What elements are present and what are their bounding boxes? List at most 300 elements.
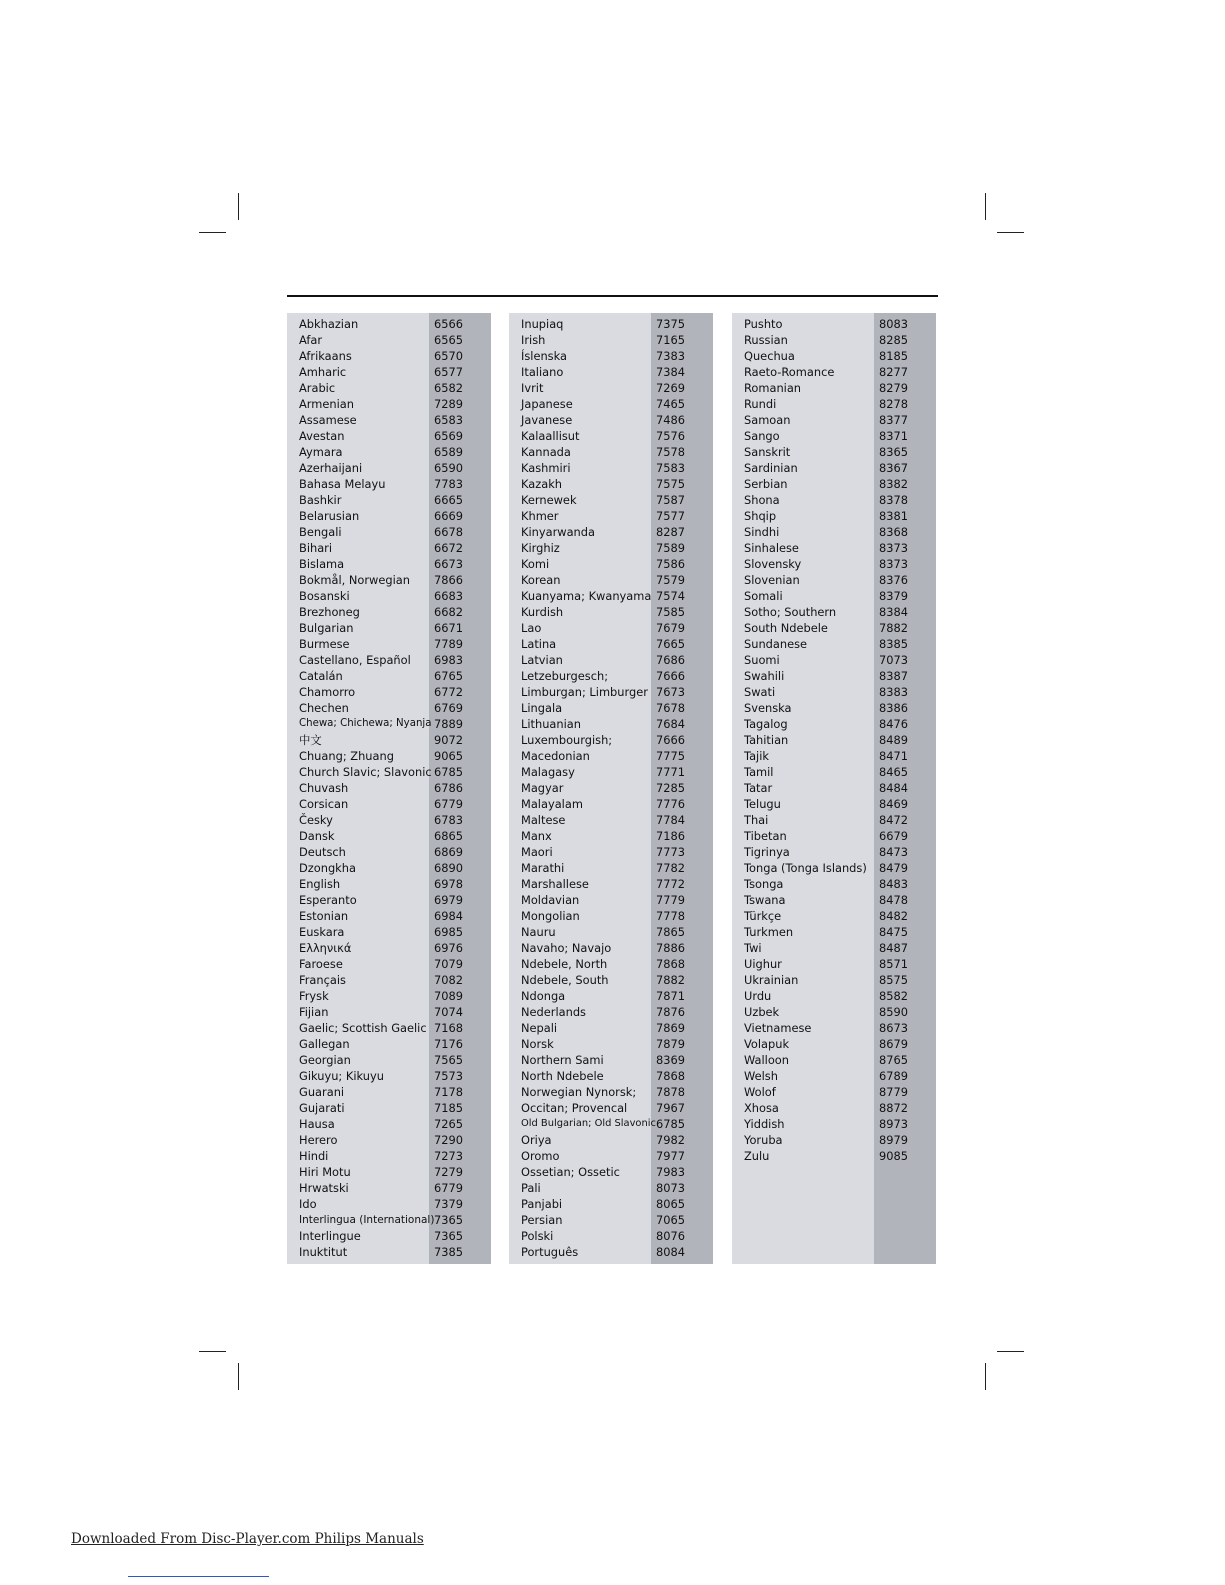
language-row xyxy=(732,428,936,444)
language-name: Castellano, Español xyxy=(299,653,411,667)
language-code: 8373 xyxy=(879,541,908,555)
language-row xyxy=(509,572,713,588)
language-code: 8073 xyxy=(656,1181,685,1195)
language-code: 8484 xyxy=(879,781,908,795)
crop-mark xyxy=(985,193,986,220)
language-name: Sinhalese xyxy=(744,541,799,555)
language-row xyxy=(509,1004,713,1020)
language-row xyxy=(732,492,936,508)
footer-underline xyxy=(128,1576,269,1577)
language-row xyxy=(732,748,936,764)
language-row xyxy=(732,860,936,876)
language-row xyxy=(287,636,491,652)
language-name: Occitan; Provencal xyxy=(521,1101,628,1115)
language-code: 6583 xyxy=(434,413,463,427)
language-name: Serbian xyxy=(744,477,788,491)
language-row xyxy=(732,508,936,524)
language-code: 7079 xyxy=(434,957,463,971)
language-row xyxy=(732,1132,936,1148)
language-row xyxy=(287,1020,491,1036)
language-code: 6779 xyxy=(434,1181,463,1195)
language-row xyxy=(732,604,936,620)
language-row xyxy=(509,700,713,716)
language-code: 7886 xyxy=(656,941,685,955)
language-code: 7578 xyxy=(656,445,685,459)
language-code: 8382 xyxy=(879,477,908,491)
crop-mark xyxy=(997,1351,1024,1352)
language-code: 6869 xyxy=(434,845,463,859)
language-row xyxy=(732,348,936,364)
language-code: 8065 xyxy=(656,1197,685,1211)
language-code: 8378 xyxy=(879,493,908,507)
language-code: 7290 xyxy=(434,1133,463,1147)
language-row xyxy=(509,1100,713,1116)
language-name: Hrwatski xyxy=(299,1181,349,1195)
language-row xyxy=(732,892,936,908)
language-code: 7666 xyxy=(656,669,685,683)
language-name: Walloon xyxy=(744,1053,790,1067)
language-code: 8465 xyxy=(879,765,908,779)
language-row xyxy=(509,940,713,956)
language-code: 7882 xyxy=(656,973,685,987)
language-name: Sanskrit xyxy=(744,445,791,459)
language-name: Oromo xyxy=(521,1149,560,1163)
language-code: 6673 xyxy=(434,557,463,571)
language-code: 8479 xyxy=(879,861,908,875)
language-code: 6683 xyxy=(434,589,463,603)
language-name: Urdu xyxy=(744,989,772,1003)
crop-mark xyxy=(238,1363,239,1390)
language-row xyxy=(732,780,936,796)
language-code: 8476 xyxy=(879,717,908,731)
language-row xyxy=(509,764,713,780)
language-name: Guarani xyxy=(299,1085,345,1099)
language-name: Ndonga xyxy=(521,989,566,1003)
language-name: Ossetian; Ossetic xyxy=(521,1165,620,1179)
language-name: Kernewek xyxy=(521,493,577,507)
language-row xyxy=(732,524,936,540)
language-row xyxy=(732,316,936,332)
language-code: 8279 xyxy=(879,381,908,395)
language-row xyxy=(509,460,713,476)
language-code: 7384 xyxy=(656,365,685,379)
language-row xyxy=(732,396,936,412)
language-code: 8185 xyxy=(879,349,908,363)
language-code: 7168 xyxy=(434,1021,463,1035)
language-code: 7365 xyxy=(434,1213,463,1227)
language-code: 7666 xyxy=(656,733,685,747)
language-row xyxy=(287,348,491,364)
language-name: Dansk xyxy=(299,829,335,843)
language-code: 8469 xyxy=(879,797,908,811)
language-row xyxy=(287,652,491,668)
language-code: 7074 xyxy=(434,1005,463,1019)
language-row xyxy=(509,876,713,892)
language-row xyxy=(287,1164,491,1180)
language-row xyxy=(509,1148,713,1164)
language-name: Lingala xyxy=(521,701,563,715)
language-code: 7871 xyxy=(656,989,685,1003)
crop-mark xyxy=(199,232,226,233)
language-row xyxy=(287,412,491,428)
language-row xyxy=(732,988,936,1004)
language-name: Oriya xyxy=(521,1133,552,1147)
language-name: Aymara xyxy=(299,445,343,459)
language-name: Deutsch xyxy=(299,845,346,859)
language-name: Persian xyxy=(521,1213,563,1227)
language-code: 7289 xyxy=(434,397,463,411)
language-name: Uzbek xyxy=(744,1005,780,1019)
language-row xyxy=(732,668,936,684)
language-code: 8872 xyxy=(879,1101,908,1115)
language-name: Euskara xyxy=(299,925,345,939)
language-row xyxy=(509,492,713,508)
language-row xyxy=(732,556,936,572)
language-row xyxy=(732,332,936,348)
language-row xyxy=(732,732,936,748)
language-row xyxy=(287,444,491,460)
language-row xyxy=(287,396,491,412)
language-code: 8084 xyxy=(656,1245,685,1259)
language-name: Brezhoneg xyxy=(299,605,360,619)
language-code: 8373 xyxy=(879,557,908,571)
language-code: 7772 xyxy=(656,877,685,891)
language-row xyxy=(509,396,713,412)
language-code: 7577 xyxy=(656,509,685,523)
language-name: Turkmen xyxy=(744,925,794,939)
language-name: Esperanto xyxy=(299,893,357,907)
language-name: Corsican xyxy=(299,797,349,811)
language-name: Panjabi xyxy=(521,1197,563,1211)
top-rule xyxy=(287,295,938,297)
language-row xyxy=(287,1068,491,1084)
language-name: Hiri Motu xyxy=(299,1165,351,1179)
language-code: 6978 xyxy=(434,877,463,891)
language-code: 8385 xyxy=(879,637,908,651)
language-row xyxy=(287,364,491,380)
language-name: Kuanyama; Kwanyama xyxy=(521,589,652,603)
language-code: 6772 xyxy=(434,685,463,699)
language-name: Tagalog xyxy=(744,717,788,731)
language-row xyxy=(287,1036,491,1052)
language-row xyxy=(509,1244,713,1260)
language-name: Javanese xyxy=(521,413,573,427)
language-row xyxy=(509,1164,713,1180)
language-name: Chewa; Chichewa; Nyanja xyxy=(299,718,432,729)
language-code: 6765 xyxy=(434,669,463,683)
language-row xyxy=(287,988,491,1004)
language-name: English xyxy=(299,877,341,891)
language-list xyxy=(509,316,713,1260)
language-code: 7967 xyxy=(656,1101,685,1115)
language-code: 8371 xyxy=(879,429,908,443)
language-row xyxy=(732,684,936,700)
language-code: 8582 xyxy=(879,989,908,1003)
language-code: 8387 xyxy=(879,669,908,683)
language-row xyxy=(509,668,713,684)
language-name: Chechen xyxy=(299,701,349,715)
language-code: 6679 xyxy=(879,829,908,843)
language-row xyxy=(509,364,713,380)
language-code: 8478 xyxy=(879,893,908,907)
language-code: 7065 xyxy=(656,1213,685,1227)
language-name: Bokmål, Norwegian xyxy=(299,573,410,587)
language-row xyxy=(287,780,491,796)
language-row xyxy=(732,844,936,860)
language-row xyxy=(287,556,491,572)
language-row xyxy=(732,1020,936,1036)
language-code: 7585 xyxy=(656,605,685,619)
language-name: Sango xyxy=(744,429,780,443)
language-row xyxy=(732,1004,936,1020)
language-row xyxy=(287,1180,491,1196)
language-code: 7678 xyxy=(656,701,685,715)
language-name: Khmer xyxy=(521,509,559,523)
language-code: 6865 xyxy=(434,829,463,843)
language-row xyxy=(509,844,713,860)
language-row xyxy=(732,412,936,428)
language-list xyxy=(732,316,936,1164)
language-row xyxy=(509,684,713,700)
language-row xyxy=(287,1132,491,1148)
language-code: 8575 xyxy=(879,973,908,987)
language-row xyxy=(287,876,491,892)
language-row xyxy=(509,892,713,908)
language-name: Kazakh xyxy=(521,477,563,491)
language-code: 7165 xyxy=(656,333,685,347)
language-code: 7185 xyxy=(434,1101,463,1115)
language-name: Norwegian Nynorsk; xyxy=(521,1085,637,1099)
language-name: Irish xyxy=(521,333,546,347)
language-name: Navaho; Navajo xyxy=(521,941,612,955)
language-row xyxy=(287,1084,491,1100)
language-name: Thai xyxy=(744,813,769,827)
language-row xyxy=(509,1084,713,1100)
language-name: Kinyarwanda xyxy=(521,525,595,539)
language-row xyxy=(287,604,491,620)
language-row xyxy=(287,460,491,476)
language-name: Tonga (Tonga Islands) xyxy=(744,861,867,875)
language-row xyxy=(732,652,936,668)
language-name: Maori xyxy=(521,845,553,859)
language-row xyxy=(732,460,936,476)
language-code: 6669 xyxy=(434,509,463,523)
language-name: Sundanese xyxy=(744,637,808,651)
language-row xyxy=(287,508,491,524)
crop-mark xyxy=(997,232,1024,233)
language-name: Kirghiz xyxy=(521,541,560,555)
language-code: 6682 xyxy=(434,605,463,619)
language-row xyxy=(732,972,936,988)
language-code: 8487 xyxy=(879,941,908,955)
language-name: Suomi xyxy=(744,653,780,667)
language-row xyxy=(287,812,491,828)
language-code: 8673 xyxy=(879,1021,908,1035)
language-row xyxy=(732,620,936,636)
language-code: 7776 xyxy=(656,797,685,811)
language-row xyxy=(509,604,713,620)
language-code: 6577 xyxy=(434,365,463,379)
language-code: 8285 xyxy=(879,333,908,347)
language-code: 9072 xyxy=(434,733,463,747)
language-name: Ελληνικά xyxy=(299,941,352,955)
language-row xyxy=(509,1180,713,1196)
language-name: Malagasy xyxy=(521,765,575,779)
language-row xyxy=(509,716,713,732)
language-row xyxy=(287,924,491,940)
language-name: Bosanski xyxy=(299,589,350,603)
language-code: 6582 xyxy=(434,381,463,395)
language-code: 7882 xyxy=(879,621,908,635)
language-row xyxy=(287,892,491,908)
language-row xyxy=(509,1132,713,1148)
language-row xyxy=(509,956,713,972)
language-code: 8489 xyxy=(879,733,908,747)
language-name: Shona xyxy=(744,493,780,507)
language-code: 7782 xyxy=(656,861,685,875)
language-code: 6589 xyxy=(434,445,463,459)
language-code: 6671 xyxy=(434,621,463,635)
language-code: 8765 xyxy=(879,1053,908,1067)
language-code: 6783 xyxy=(434,813,463,827)
language-code: 8277 xyxy=(879,365,908,379)
language-code: 8367 xyxy=(879,461,908,475)
language-name: Svenska xyxy=(744,701,792,715)
language-code: 6983 xyxy=(434,653,463,667)
language-row xyxy=(509,1228,713,1244)
language-name: Bengali xyxy=(299,525,342,539)
language-code: 8973 xyxy=(879,1117,908,1131)
language-row xyxy=(732,924,936,940)
language-row xyxy=(509,380,713,396)
language-name: Afar xyxy=(299,333,323,347)
language-name: Manx xyxy=(521,829,552,843)
language-name: Gallegan xyxy=(299,1037,350,1051)
language-name: Russian xyxy=(744,333,788,347)
language-code: 6785 xyxy=(434,765,463,779)
language-code: 7465 xyxy=(656,397,685,411)
language-code: 8779 xyxy=(879,1085,908,1099)
language-row xyxy=(509,908,713,924)
language-name: Yoruba xyxy=(744,1133,783,1147)
language-row xyxy=(509,812,713,828)
language-row xyxy=(287,748,491,764)
language-code: 7089 xyxy=(434,989,463,1003)
language-row xyxy=(732,828,936,844)
language-row xyxy=(509,972,713,988)
language-name: Gaelic; Scottish Gaelic xyxy=(299,1021,427,1035)
footer-link[interactable]: Downloaded From Disc-Player.com Philips Manuals xyxy=(71,1531,424,1547)
language-name: Latvian xyxy=(521,653,563,667)
language-name: Gujarati xyxy=(299,1101,345,1115)
language-row xyxy=(509,796,713,812)
language-code: 7779 xyxy=(656,893,685,907)
language-row xyxy=(287,828,491,844)
language-row xyxy=(509,924,713,940)
language-code: 7587 xyxy=(656,493,685,507)
language-code: 7583 xyxy=(656,461,685,475)
language-name: Quechua xyxy=(744,349,795,363)
language-name: Fijian xyxy=(299,1005,329,1019)
language-name: Bihari xyxy=(299,541,333,555)
language-name: Slovenian xyxy=(744,573,800,587)
language-row xyxy=(732,796,936,812)
language-row xyxy=(732,700,936,716)
language-code: 8377 xyxy=(879,413,908,427)
language-name: Bulgarian xyxy=(299,621,354,635)
language-row xyxy=(732,572,936,588)
language-code: 7789 xyxy=(434,637,463,651)
language-name: Norsk xyxy=(521,1037,554,1051)
language-code: 8475 xyxy=(879,925,908,939)
language-code: 7486 xyxy=(656,413,685,427)
language-name: Catalán xyxy=(299,669,343,683)
crop-mark xyxy=(199,1351,226,1352)
language-row xyxy=(732,364,936,380)
language-code: 6672 xyxy=(434,541,463,555)
language-row xyxy=(732,1116,936,1132)
language-code: 6566 xyxy=(434,317,463,331)
language-code: 8679 xyxy=(879,1037,908,1051)
language-code: 7977 xyxy=(656,1149,685,1163)
language-row xyxy=(509,748,713,764)
language-code: 7574 xyxy=(656,589,685,603)
language-code: 7575 xyxy=(656,477,685,491)
language-code: 7565 xyxy=(434,1053,463,1067)
language-code: 7876 xyxy=(656,1005,685,1019)
language-row xyxy=(287,668,491,684)
language-row xyxy=(287,316,491,332)
language-name: Nederlands xyxy=(521,1005,586,1019)
language-name: Swati xyxy=(744,685,776,699)
language-code: 7775 xyxy=(656,749,685,763)
language-code: 8278 xyxy=(879,397,908,411)
language-name: South Ndebele xyxy=(744,621,828,635)
language-row xyxy=(509,1036,713,1052)
language-row xyxy=(287,572,491,588)
language-code: 6985 xyxy=(434,925,463,939)
language-name: Chamorro xyxy=(299,685,356,699)
language-code: 6786 xyxy=(434,781,463,795)
language-code: 7783 xyxy=(434,477,463,491)
language-name: Marshallese xyxy=(521,877,589,891)
language-code: 8379 xyxy=(879,589,908,603)
language-row xyxy=(287,380,491,396)
language-row xyxy=(287,716,491,732)
language-code-column-1 xyxy=(287,313,491,1264)
language-row xyxy=(287,1148,491,1164)
language-row xyxy=(732,380,936,396)
language-name: Tajik xyxy=(744,749,769,763)
language-name: Limburgan; Limburger xyxy=(521,685,648,699)
language-code: 8473 xyxy=(879,845,908,859)
language-name: Romanian xyxy=(744,381,802,395)
language-code: 8384 xyxy=(879,605,908,619)
language-row xyxy=(732,1100,936,1116)
language-name: Arabic xyxy=(299,381,336,395)
language-code: 7879 xyxy=(656,1037,685,1051)
language-row xyxy=(287,972,491,988)
language-name: Old Bulgarian; Old Slavonic xyxy=(521,1118,656,1129)
language-code: 7285 xyxy=(656,781,685,795)
language-row xyxy=(732,540,936,556)
language-row xyxy=(509,1116,713,1132)
language-row xyxy=(509,620,713,636)
language-code: 6569 xyxy=(434,429,463,443)
language-code: 8369 xyxy=(656,1053,685,1067)
language-row xyxy=(509,828,713,844)
language-row xyxy=(287,428,491,444)
